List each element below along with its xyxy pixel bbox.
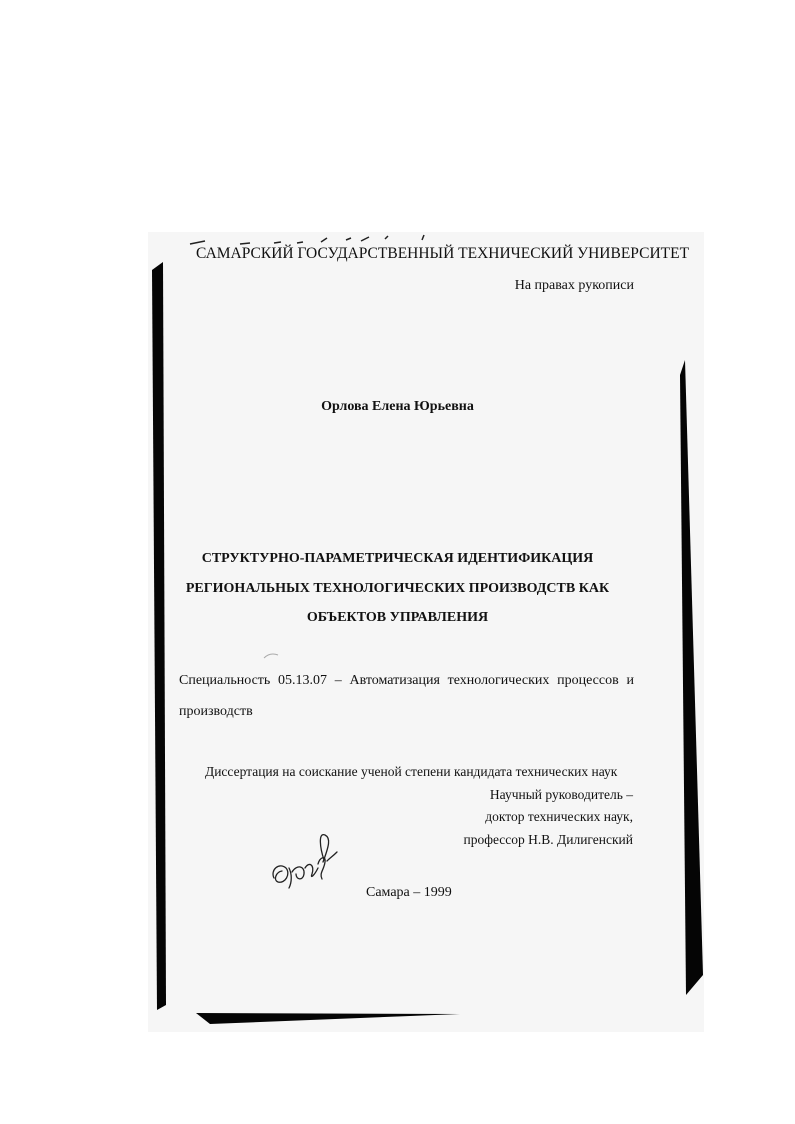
specialty-continuation: производств bbox=[179, 704, 253, 719]
university-name: САМАРСКИЙ ГОСУДАРСТВЕННЫЙ ТЕХНИЧЕСКИЙ УНИВЕРСИТЕТ bbox=[196, 245, 690, 262]
top-scan-marks bbox=[190, 235, 424, 244]
faint-scan-arc bbox=[264, 654, 278, 658]
specialty-line bbox=[179, 673, 634, 689]
specialty-word-automation: Автоматизация bbox=[349, 673, 440, 688]
rights-note: На правах рукописи bbox=[514, 278, 634, 293]
specialty-word-technological: технологических bbox=[447, 673, 550, 688]
specialty-word-processes: процессов bbox=[557, 673, 619, 688]
city-year: Самара – 1999 bbox=[366, 885, 452, 900]
thesis-title-line-2: РЕГИОНАЛЬНЫХ ТЕХНОЛОГИЧЕСКИХ ПРОИЗВОДСТВ КАК bbox=[185, 581, 610, 596]
thesis-title-line-1: СТРУКТУРНО-ПАРАМЕТРИЧЕСКАЯ ИДЕНТИФИКАЦИЯ bbox=[201, 551, 594, 566]
left-edge-shadow bbox=[152, 262, 166, 1010]
supervisor-degree: доктор технических наук, bbox=[485, 809, 633, 824]
specialty-dash: – bbox=[334, 673, 342, 688]
author-name: Орлова Елена Юрьевна bbox=[321, 399, 474, 414]
bottom-edge-shadow bbox=[196, 1013, 460, 1024]
supervisor-name: профессор Н.В. Дилигенский bbox=[463, 832, 633, 847]
specialty-label: Специальность bbox=[179, 673, 271, 688]
supervisor-role: Научный руководитель – bbox=[489, 787, 633, 802]
specialty-code: 05.13.07 bbox=[278, 673, 328, 688]
thesis-title-line-3: ОБЪЕКТОВ УПРАВЛЕНИЯ bbox=[306, 610, 489, 625]
right-edge-shadow bbox=[680, 360, 703, 995]
dissertation-statement: Диссертация на соискание ученой степени кандидата технических наук bbox=[205, 764, 618, 779]
specialty-word-and: и bbox=[626, 673, 634, 688]
